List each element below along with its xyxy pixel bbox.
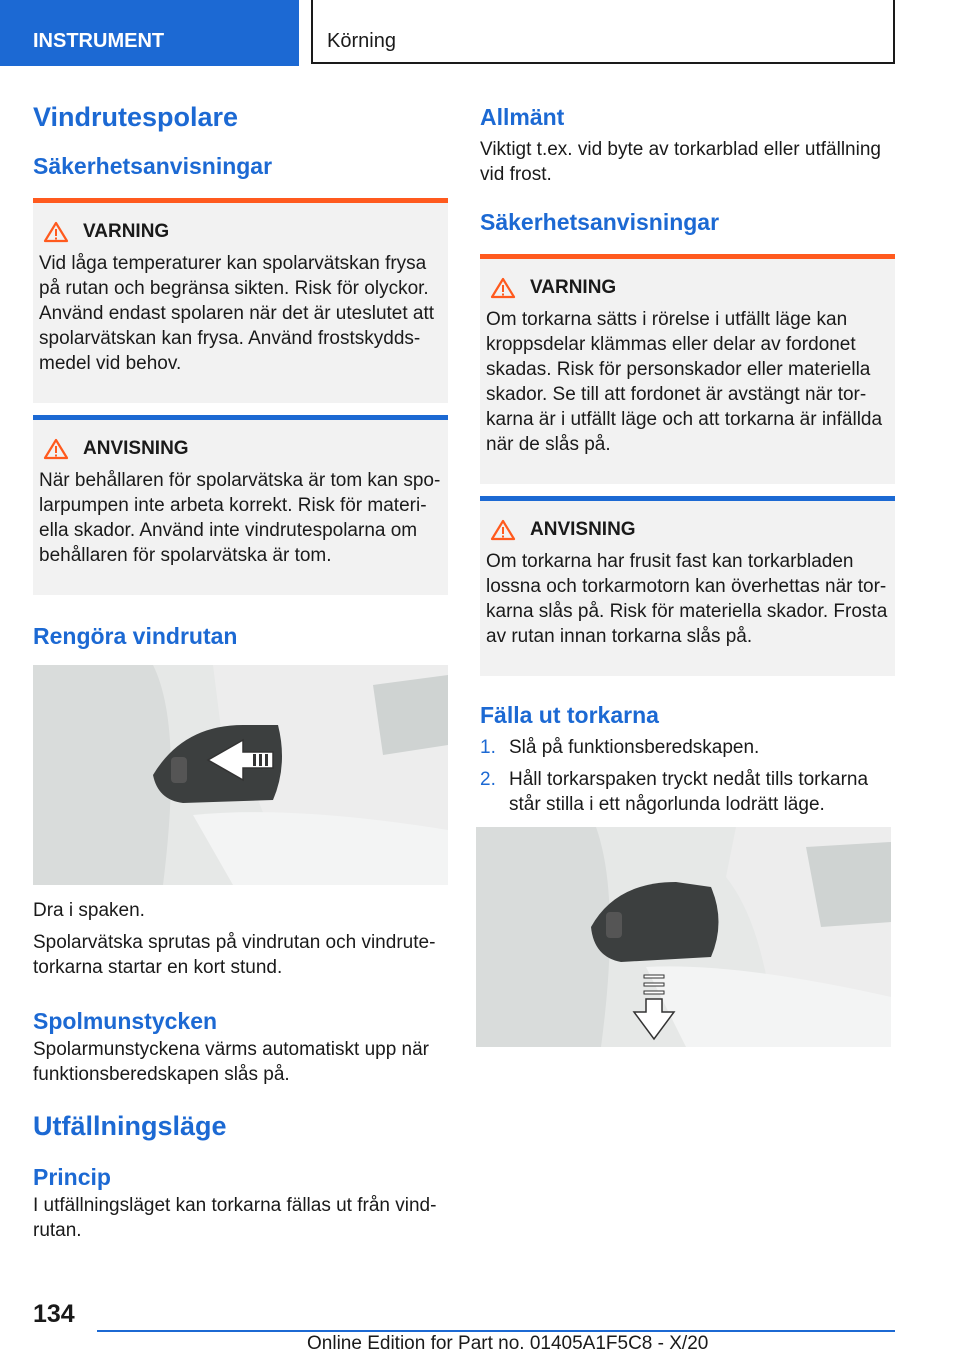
warning-text: Vid låga temperaturer kan spolarvätskan frysa på rutan och begränsa sikten. Risk för olyckor. Använd endast spolaren när det är uteslutet att spolarvätskan kan frysa. Använd frostskyddsmedel vid behov. (39, 253, 435, 374)
footer-divider (97, 1330, 895, 1332)
page-header (0, 0, 960, 66)
wiper-lever-down-illustration (476, 827, 891, 1047)
list-item: 1. Slå på funktionsberedskapen. (480, 737, 760, 758)
notice-box (33, 415, 448, 595)
notice-text: När behållaren för spolarvätska är tom kan spolarpumpen inte arbeta korrekt. Risk för materiella skador. Använd inte vindrutespolarna om behållaren för spolarvätska är tom. (39, 470, 441, 566)
wiper-lever-pull-illustration (33, 665, 448, 885)
foldout-steps (480, 735, 895, 817)
notice-label: ANVISNING (83, 438, 189, 459)
clean-description: Spolarvätska sprutas på vindrutan och vindrutetorkarna startar en kort stund. (33, 932, 436, 978)
foldout-wipers-heading: Fälla ut torkarna (480, 702, 659, 728)
notice-label-right: ANVISNING (530, 519, 636, 540)
notice-triangle-icon (43, 438, 69, 460)
clean-step-text: Dra i spaken. (33, 900, 145, 921)
section-title-washer: Vindrutespolare (33, 102, 239, 132)
section-tab: INSTRUMENT (0, 0, 299, 66)
footer-edition: Online Edition for Part no. 01405A1F5C8 - X/20 (307, 1333, 709, 1354)
principle-heading: Princip (33, 1164, 111, 1190)
safety-heading: Säkerhetsanvisningar (33, 153, 273, 179)
warning-label: VARNING (83, 221, 170, 242)
warning-triangle-icon (43, 221, 69, 243)
warning-triangle-icon (490, 277, 516, 299)
general-heading: Allmänt (480, 104, 565, 130)
principle-text: I utfällningsläget kan torkarna fällas ut från vindrutan. (33, 1195, 437, 1241)
warning-text-right: Om torkarna sätts i rörelse i utfällt läge kan kroppsdelar klämmas eller delar av fordonet skadas. Risk för personskador eller materiella skador. Se till att fordonet är avstängt när torkarna är i utfällt läge och att torkarna är infällda när de slås på. (486, 309, 883, 455)
foldout-position-title: Utfällningsläge (33, 1111, 227, 1141)
nozzles-heading: Spolmunstycken (33, 1008, 218, 1034)
nozzles-text: Spolarmunstyckena värms automatiskt upp när funktionsberedskapen slås på. (33, 1039, 430, 1085)
notice-box-right (480, 496, 895, 676)
clean-windshield-heading: Rengöra vindrutan (33, 623, 238, 649)
warning-box-right (480, 254, 895, 484)
notice-text-right: Om torkarna har frusit fast kan torkarbladen lossna och torkarmotorn kan överhettas när torkarna slås på. Risk för materiella skador. Frosta av rutan innan torkarna slås på. (486, 551, 888, 647)
warning-label-right: VARNING (530, 277, 617, 298)
general-text: Viktigt t.ex. vid byte av torkarblad eller utfällning vid frost. (480, 139, 881, 185)
list-item: 2. Håll torkarspaken tryckt nedåt tills torkarna står stilla i ett någorlunda lodrätt läge. (480, 769, 869, 815)
left-column (33, 98, 448, 1243)
warning-box (33, 198, 448, 403)
chapter-tab: Körning (311, 0, 895, 64)
safety-heading-right: Säkerhetsanvisningar (480, 209, 720, 235)
right-column (480, 98, 895, 1047)
page-number: 134 (33, 1300, 75, 1328)
notice-triangle-icon (490, 519, 516, 541)
